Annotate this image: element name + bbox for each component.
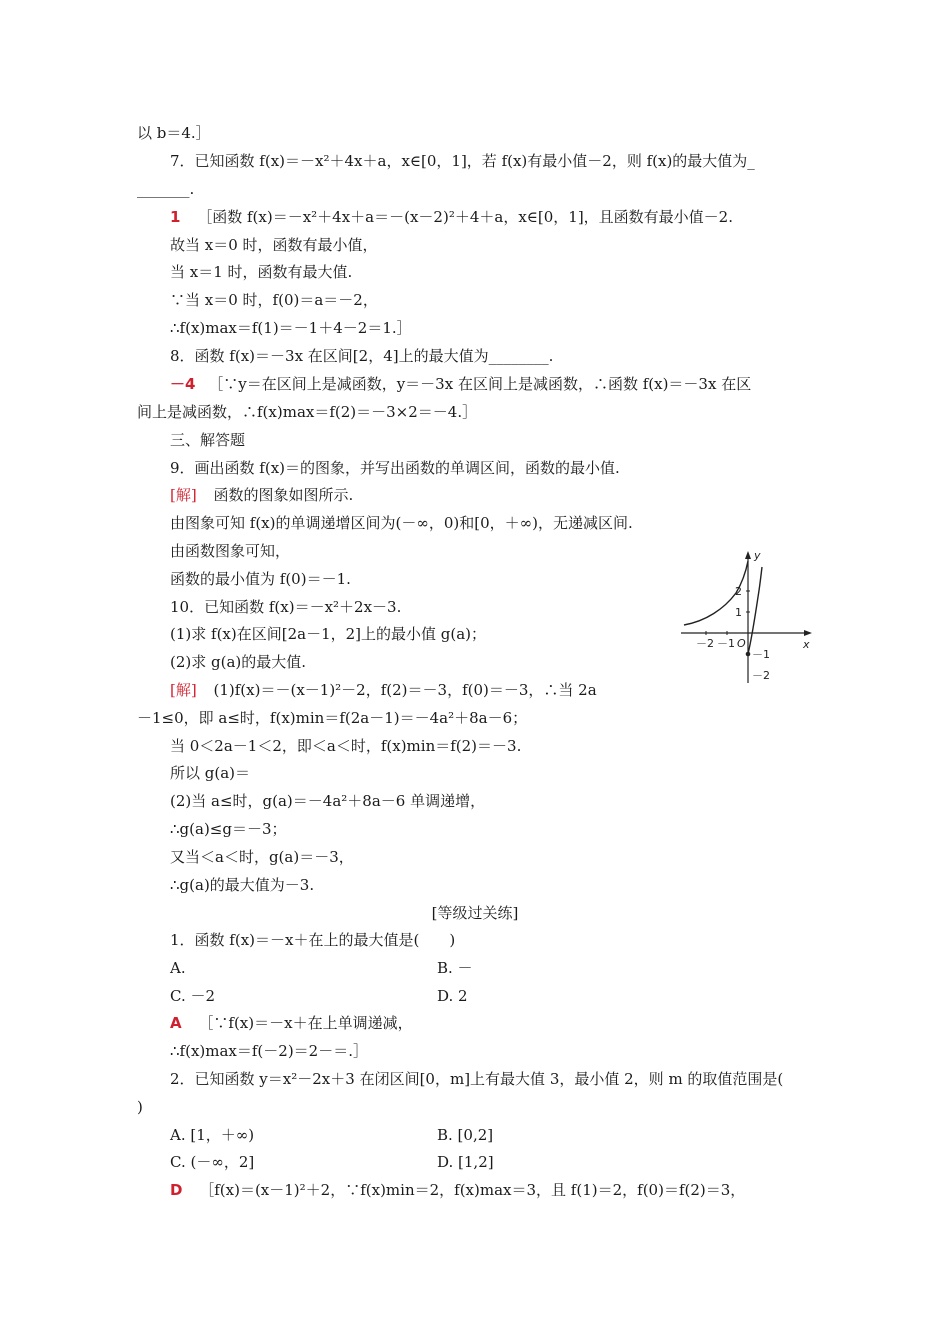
x-tick-label: －2 — [696, 637, 714, 650]
answer-line — [170, 1180, 745, 1200]
y-tick-label: －1 — [752, 648, 770, 661]
x-axis-arrow-icon — [804, 630, 812, 636]
point-0-neg1 — [746, 652, 751, 657]
text-line: 间上是减函数，∴f(x)max＝f(2)＝－3×2＝－4.］ — [137, 403, 478, 421]
option-a: A. [1，＋∞) — [170, 1126, 255, 1144]
question-8: 8．函数 f(x)＝－3x 在区间[2，4]上的最大值为________. — [170, 347, 554, 365]
text-line: (2)求 g(a)的最大值. — [170, 653, 307, 671]
answer-label: A — [170, 1014, 182, 1032]
text-line: ∴f(x)max＝f(－2)＝2－＝.］ — [170, 1042, 368, 1060]
y-tick-label: －2 — [752, 669, 770, 682]
solution-line — [170, 680, 597, 700]
question-7: 7．已知函数 f(x)＝－x²＋4x＋a，x∈[0，1]，若 f(x)有最小值－2，则 f(x)的最大值为_ — [170, 152, 755, 170]
option-c: C. －2 — [170, 987, 216, 1005]
solution-text: ［∵y＝在区间上是减函数，y＝－3x 在区间上是减函数，∴函数 f(x)＝－3x 在区 — [208, 375, 752, 393]
text-line: 又当＜a＜时，g(a)＝－3， — [170, 848, 354, 866]
answer-label: －4 — [170, 375, 196, 393]
text-line: _______. — [137, 180, 195, 198]
text-line: ) — [137, 1098, 143, 1116]
question-10: 10．已知函数 f(x)＝－x²＋2x－3. — [170, 598, 402, 616]
x-tick-label: －1 — [717, 637, 735, 650]
answer-line — [170, 1013, 413, 1033]
question-9: 9．画出函数 f(x)＝的图象，并写出函数的单调区间，函数的最小值. — [170, 459, 620, 477]
text-line: 所以 g(a)＝ — [170, 764, 251, 782]
exercise-2: 2．已知函数 y＝x²－2x＋3 在闭区间[0，m]上有最大值 3，最小值 2，则 m 的取值范围是( — [170, 1070, 784, 1088]
solution-tag: [解] — [170, 486, 197, 504]
text-line: (1)求 f(x)在区间[2a－1，2]上的最小值 g(a)； — [170, 625, 487, 643]
option-d: D. [1,2] — [437, 1153, 494, 1171]
option-c: C. (－∞，2] — [170, 1153, 255, 1171]
text-line: 当 0＜2a－1＜2，即＜a＜时，f(x)min＝f(2)＝－3. — [170, 737, 522, 755]
y-tick-label: 2 — [735, 585, 742, 598]
y-axis-arrow-icon — [745, 551, 751, 559]
text-line: 以 b＝4.］ — [137, 124, 211, 142]
answer-line — [170, 374, 751, 394]
solution-text: (1)f(x)＝－(x－1)²－2，f(2)＝－3，f(0)＝－3，∴当 2a — [213, 681, 597, 699]
answer-label: 1 — [170, 208, 181, 226]
answer-label: D — [170, 1181, 183, 1199]
solution-text: 函数的图象如图所示. — [213, 486, 354, 504]
option-b: B. － — [437, 959, 473, 977]
answer-line — [170, 207, 733, 227]
curve-right-branch — [748, 567, 762, 654]
option-a: A. — [170, 959, 186, 977]
text-line: 函数的最小值为 f(0)＝－1. — [170, 570, 351, 588]
text-line: －1≤0，即 a≤时，f(x)min＝f(2a－1)＝－4a²＋8a－6； — [137, 709, 528, 727]
exercise-1: 1．函数 f(x)＝－x＋在上的最大值是( ) — [170, 931, 456, 949]
text-line: 当 x＝1 时，函数有最大值. — [170, 263, 353, 281]
text-line: ∴g(a)≤g＝－3； — [170, 820, 287, 838]
solution-line — [170, 485, 353, 505]
solution-text: ［∵f(x)＝－x＋在上单调递减， — [198, 1014, 413, 1032]
text-line: 由图象可知 f(x)的单调递增区间为(－∞，0)和[0，＋∞)，无递减区间. — [170, 514, 633, 532]
y-tick-label: 1 — [735, 606, 742, 619]
function-graph — [676, 545, 826, 690]
solution-text: ［函数 f(x)＝－x²＋4x＋a＝－(x－2)²＋4＋a，x∈[0，1]，且函数有最小值－2. — [197, 208, 733, 226]
text-line: (2)当 a≤时，g(a)＝－4a²＋8a－6 单调递增， — [170, 792, 486, 810]
option-b: B. [0,2] — [437, 1126, 494, 1144]
text-line: 由函数图象可知， — [170, 542, 291, 560]
section-heading: 三、解答题 — [170, 431, 246, 449]
y-axis-label: y — [754, 549, 761, 562]
origin-label: O — [737, 637, 746, 650]
solution-tag: [解] — [170, 681, 197, 699]
section-title: [等级过关练] — [431, 904, 519, 922]
x-axis-label: x — [803, 638, 810, 651]
option-d: D. 2 — [437, 987, 468, 1005]
text-line: ∴f(x)max＝f(1)＝－1＋4－2＝1.］ — [170, 319, 412, 337]
text-line: ∴g(a)的最大值为－3. — [170, 876, 315, 894]
text-line: 故当 x＝0 时，函数有最小值， — [170, 236, 378, 254]
solution-text: ［f(x)＝(x－1)²＋2，∵f(x)min＝2，f(x)max＝3，且 f(1)＝2，f(0)＝f(2)＝3， — [199, 1181, 746, 1199]
text-line: ∵当 x＝0 时，f(0)＝a＝－2， — [170, 291, 378, 309]
